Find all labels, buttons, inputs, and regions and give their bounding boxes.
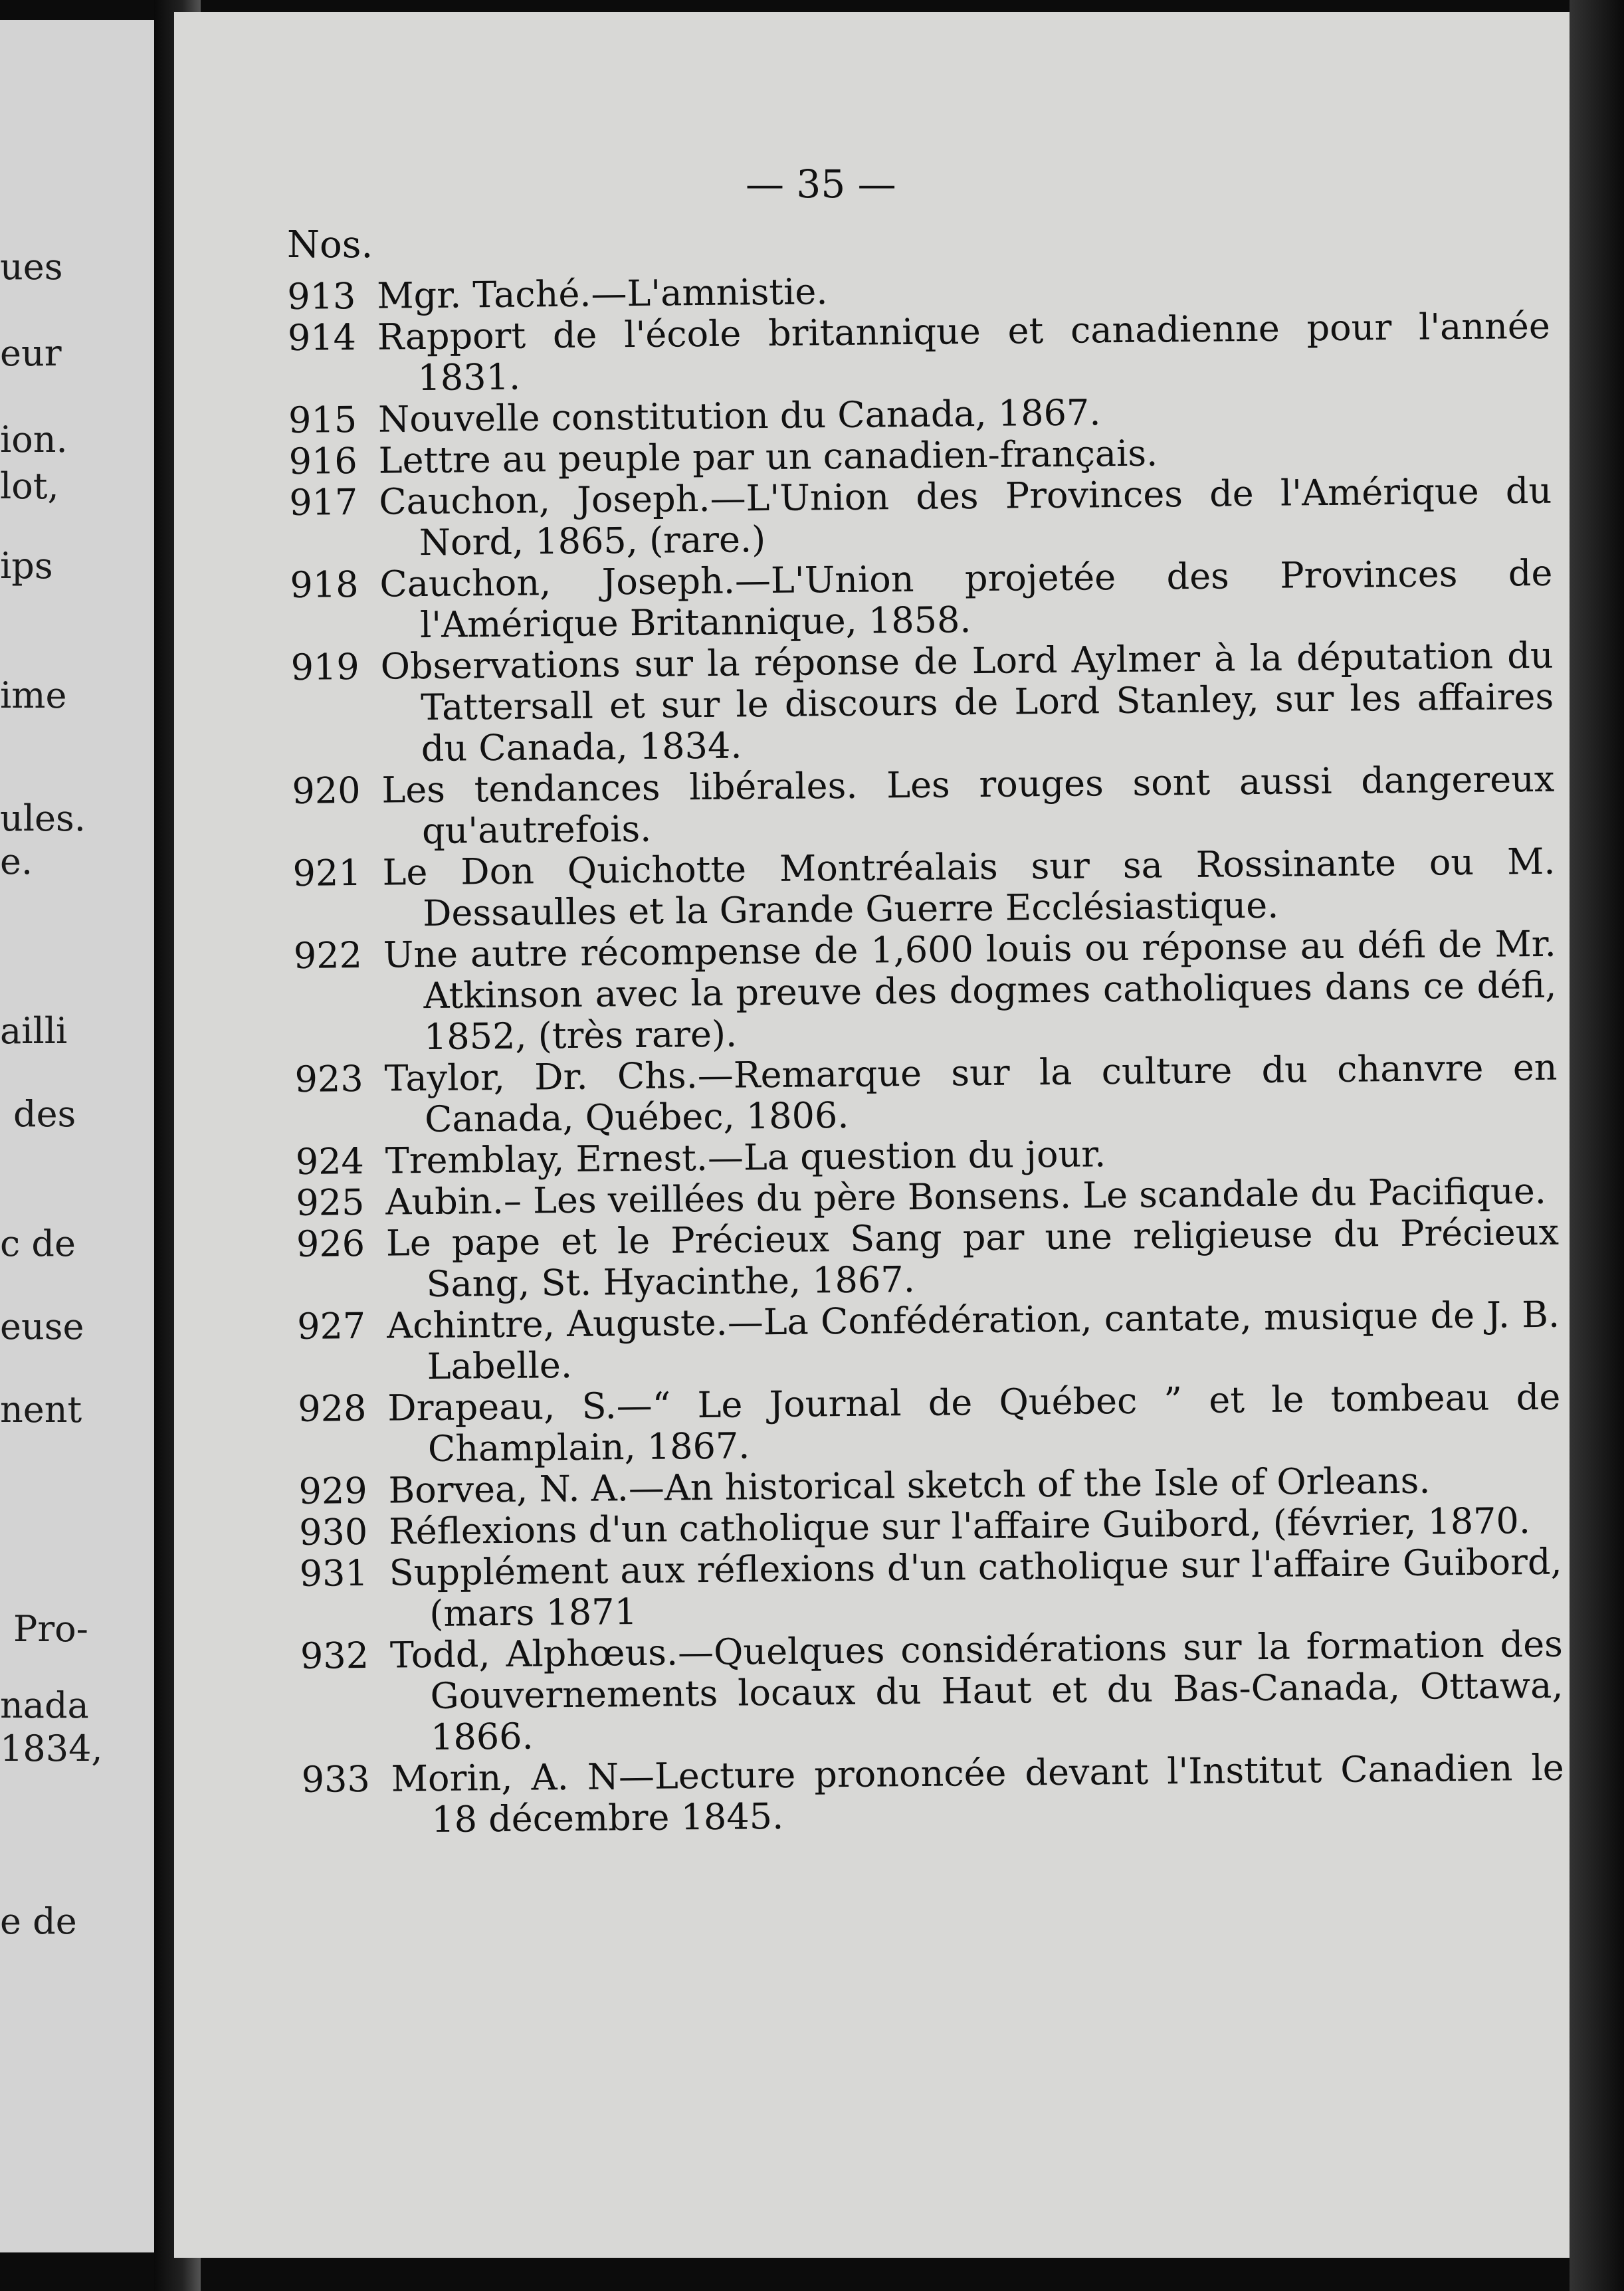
catalog-page <box>174 12 1570 2258</box>
left-page-fragment: e de <box>0 1900 77 1942</box>
entry-number: 920 <box>292 769 361 812</box>
catalog-entry <box>300 1624 1564 1759</box>
catalog-entry <box>298 1377 1561 1471</box>
entry-number: 916 <box>288 439 358 482</box>
entry-number: 933 <box>301 1757 371 1801</box>
left-page-fragment: euse <box>0 1306 84 1347</box>
scan-edge-shadow <box>1570 0 1624 2291</box>
entry-text: Les tendances libérales. Les rouges sont aussi dangereux qu'autrefois. <box>381 757 1555 852</box>
left-page-fragment: 1834, <box>0 1728 103 1769</box>
entry-text: Cauchon, Joseph.—L'Union projetée des Provinces de l'Amérique Britannique, 1858. <box>379 551 1553 647</box>
entry-text: Tremblay, Ernest.—La question du jour. <box>385 1133 1106 1182</box>
entry-number: 930 <box>298 1510 368 1553</box>
catalog-entry <box>290 635 1554 771</box>
entry-text: Observations sur la réponse de Lord Aylmer à la députation du Tattersall et sur le discours de Lord Stanley, sur les affaires du Canada, 1834. <box>380 634 1554 770</box>
catalog-entry <box>292 759 1555 853</box>
numbers-column-header: Nos. <box>287 223 373 266</box>
catalog-entry <box>289 470 1552 565</box>
entry-number: 917 <box>288 480 358 524</box>
catalog-entry <box>296 1212 1560 1306</box>
left-page-fragment: ion. <box>0 419 68 460</box>
entry-text: Taylor, Dr. Chs.—Remarque sur la culture du chanvre en Canada, Québec, 1806. <box>384 1046 1558 1141</box>
entry-number: 918 <box>290 563 359 606</box>
entry-text: Cauchon, Joseph.—L'Union des Provinces de l'Amérique du Nord, 1865, (rare.) <box>378 469 1552 564</box>
entry-number: 925 <box>296 1181 365 1224</box>
entry-text: Mgr. Taché.—L'amnistie. <box>376 270 828 317</box>
entry-text: Drapeau, S.—“ Le Journal de Québec ” et le tombeau de Champlain, 1867. <box>387 1375 1561 1470</box>
left-page-fragment: ips <box>0 545 53 587</box>
entry-text: Rapport de l'école britannique et canadienne pour l'année 1831. <box>377 304 1551 399</box>
entry-text: Le pape et le Précieux Sang par une religieuse du Précieux Sang, St. Hyacinthe, 1867. <box>385 1211 1560 1306</box>
entry-number: 923 <box>294 1057 363 1100</box>
entry-number: 929 <box>298 1469 367 1512</box>
catalog-entry <box>294 924 1558 1059</box>
left-page-fragment: Pro- <box>13 1608 88 1650</box>
left-page-fragment: e. <box>0 841 33 882</box>
page-number: — 35 — <box>746 161 896 207</box>
catalog-entry <box>288 306 1551 400</box>
catalog-entry <box>297 1294 1560 1389</box>
entry-number: 913 <box>286 275 356 318</box>
entry-number: 919 <box>290 645 360 688</box>
left-page-fragment: ime <box>0 674 67 716</box>
left-page-fragment: nent <box>0 1389 82 1431</box>
left-page-fragment: des <box>13 1093 76 1135</box>
entry-number: 926 <box>296 1222 365 1265</box>
left-page-fragment: lot, <box>0 465 59 507</box>
entry-number: 921 <box>292 851 362 894</box>
left-page-fragment: ules. <box>0 797 86 839</box>
left-page-fragment: ailli <box>0 1010 68 1052</box>
entry-number: 924 <box>295 1140 365 1183</box>
entry-text: Le Don Quichotte Montréalais sur sa Rossinante ou M. Dessaulles et la Grande Guerre Ecclésiastique. <box>382 840 1556 935</box>
entry-text: Une autre récompense de 1,600 louis ou réponse au défi de Mr. Atkinson avec la preuve des dogmes catholiques dans ce défi, 1852, (très rare). <box>383 922 1557 1058</box>
left-page-fragment: nada <box>0 1684 89 1726</box>
entry-number: 931 <box>299 1551 369 1595</box>
entry-text: Aubin.– Les veillées du père Bonsens. Le scandale du Pacifique. <box>385 1169 1547 1223</box>
catalog-entry <box>299 1542 1562 1636</box>
catalog-entry-list <box>287 264 1565 1842</box>
catalog-entry <box>294 1047 1558 1142</box>
entry-number: 922 <box>293 934 363 977</box>
entry-number: 915 <box>288 399 357 441</box>
left-facing-page <box>0 20 154 2252</box>
catalog-entry <box>292 841 1556 936</box>
left-page-fragment: c de <box>0 1223 76 1264</box>
entry-text: Todd, Alphœus.—Quelques considérations sur la formation des Gouvernements locaux du Haut et du Bas-Canada, Ottawa, 1866. <box>389 1623 1564 1759</box>
left-page-fragment: ues <box>0 246 63 288</box>
entry-text: Réflexions d'un catholique sur l'affaire Guibord, (février, 1870. <box>388 1500 1531 1553</box>
entry-number: 928 <box>298 1387 367 1430</box>
entry-number: 927 <box>296 1304 366 1347</box>
catalog-entry <box>290 553 1553 647</box>
entry-text: Lettre au peuple par un canadien-français. <box>378 432 1158 482</box>
entry-number: 932 <box>300 1634 369 1677</box>
entry-text: Achintre, Auguste.—La Confédération, cantate, musique de J. B. Labelle. <box>386 1293 1560 1388</box>
entry-text: Supplément aux réflexions d'un catholique sur l'affaire Guibord, (mars 1871 <box>389 1540 1562 1635</box>
entry-text: Borvea, N. A.—An historical sketch of the Isle of Orleans. <box>388 1459 1431 1512</box>
entry-number: 914 <box>287 316 357 359</box>
catalog-entry <box>301 1747 1564 1842</box>
entry-text: Morin, A. N—Lecture prononcée devant l'Institut Canadien le 18 décembre 1845. <box>391 1746 1564 1841</box>
left-page-fragment: eur <box>0 332 62 374</box>
entry-text: Nouvelle constitution du Canada, 1867. <box>377 391 1101 441</box>
